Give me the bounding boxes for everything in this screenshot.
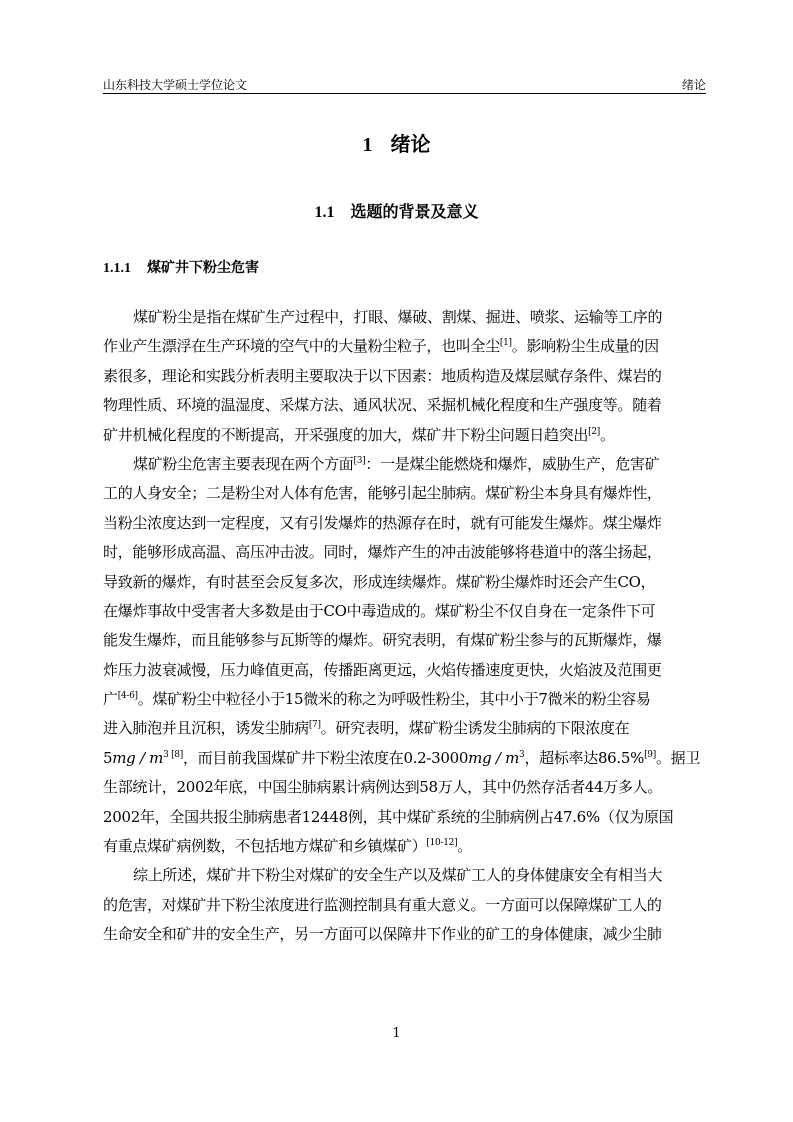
unit: mg / m: [468, 748, 519, 767]
page-header: [103, 77, 706, 94]
paragraph-1-line-4: 物理性质、环境的温湿度、采煤方法、通风状况、采掘机械化程度和生产强度等。随着: [103, 396, 662, 415]
paragraph-1-line-2: 作业产生漂浮在生产环境的空气中的大量粉尘粒子，也叫全尘[1]。影响粉尘生成量的因: [103, 337, 659, 356]
paragraph-3-line-1: 综上所述，煤矿井下粉尘对煤矿的安全生产以及煤矿工人的身体健康安全有相当大: [133, 866, 663, 885]
paragraph-2-line-4: 时，能够形成高温、高压冲击波。同时，爆炸产生的冲击波能够将巷道中的落尘扬起，: [103, 543, 662, 562]
citation: [8]: [168, 749, 183, 760]
paragraph-2-line-14: 有重点煤矿病例数，不包括地方煤矿和乡镇煤矿）[10-12]。: [103, 837, 472, 856]
paragraph-1-line-3: 素很多，理论和实践分析表明主要取决于以下因素：地质构造及煤层赋存条件、煤岩的: [103, 366, 662, 385]
chapter-title: [0, 131, 793, 158]
paragraph-2-line-3: 当粉尘浓度达到一定程度，又有引发爆炸的热源存在时，就有可能发生爆炸。煤尘爆炸: [103, 513, 662, 532]
citation: [2]: [588, 426, 600, 437]
paragraph-2-line-8: 炸压力波衰减慢，压力峰值更高，传播距离更远，火焰传播速度更快，火焰波及范围更: [103, 660, 662, 679]
paragraph-2-line-10: 进入肺泡并且沉积，诱发尘肺病[7]。研究表明，煤矿粉尘诱发尘肺病的下限浓度在: [103, 719, 630, 738]
section-title-text: 选题的背景及意义: [350, 202, 479, 221]
citation: [10-12]: [426, 838, 458, 849]
paragraph-2-line-11: $5mg / m^3$ [8]，而目前我国煤矿井下粉尘浓度在$0.2-3000mg / m^3$，超标率达86.5%[9]。据卫: [103, 748, 701, 767]
chapter-title-text: 绪论: [390, 132, 431, 156]
paragraph-2-line-12: 生部统计，2002年底，中国尘肺病累计病例达到58万人，其中仍然存活者44万多人。: [103, 778, 663, 797]
header-thesis-title: 山东科技大学硕士学位论文: [103, 78, 248, 92]
chapter-number: 1: [362, 134, 373, 156]
section-number: 1.1: [314, 204, 335, 221]
paragraph-2-line-6: 在爆炸事故中受害者大多数是由于CO中毒造成的。煤矿粉尘不仅自身在一定条件下可: [103, 601, 656, 620]
paragraph-2-line-9: 广[4-6]。煤矿粉尘中粒径小于15微米的称之为呼吸性粉尘，其中小于7微米的粉尘容易: [103, 690, 651, 709]
paragraph-2-line-5: 导致新的爆炸，有时甚至会反复多次，形成连续爆炸。煤矿粉尘爆炸时还会产生CO，: [103, 572, 656, 591]
unit: mg / m: [112, 748, 164, 767]
citation: [3]: [353, 455, 366, 466]
paragraph-1-line-5: 矿井机械化程度的不断提高，开采强度的加大，煤矿井下粉尘问题日趋突出[2]。: [103, 425, 615, 444]
paragraph-3-line-2: 的危害，对煤矿井下粉尘浓度进行监测控制具有重大意义。一方面可以保障煤矿工人的: [103, 895, 662, 914]
subsection-title: [103, 258, 259, 279]
paragraph-1-line-1: 煤矿粉尘是指在煤矿生产过程中，打眼、爆破、割煤、掘进、喷浆、运输等工序的: [133, 308, 663, 326]
unit-exponent: 3: [519, 749, 525, 760]
citation: [1]: [499, 338, 512, 349]
section-title: [0, 201, 793, 224]
header-chapter-name: 绪论: [681, 78, 706, 92]
citation: [7]: [308, 720, 321, 731]
paragraph-2-line-13: 2002年，全国共报尘肺病患者12448例，其中煤矿系统的尘肺病例占47.6%（仅为原国: [103, 807, 674, 826]
citation: [4-6]: [117, 691, 138, 702]
body-text: [103, 303, 710, 950]
subsection-number: 1.1.1: [103, 261, 131, 276]
page-number: 1: [392, 1026, 401, 1041]
paragraph-2-line-2: 工的人身安全；二是粉尘对人体有危害，能够引起尘肺病。煤矿粉尘本身具有爆炸性，: [103, 484, 662, 503]
paragraph-2-line-1: 煤矿粉尘危害主要表现在两个方面[3]：一是煤尘能燃烧和爆炸，威胁生产，危害矿: [133, 454, 660, 473]
paragraph-2-line-7: 能发生爆炸，而且能够参与瓦斯等的爆炸。研究表明，有煤矿粉尘参与的瓦斯爆炸，爆: [103, 631, 662, 650]
citation: [9]: [644, 749, 656, 760]
paragraph-3-line-3: 生命安全和矿井的安全生产，另一方面可以保障井下作业的矿工的身体健康，减少尘肺: [103, 925, 662, 944]
subsection-title-text: 煤矿井下粉尘危害: [147, 260, 259, 276]
unit-exponent: 3: [163, 749, 169, 760]
